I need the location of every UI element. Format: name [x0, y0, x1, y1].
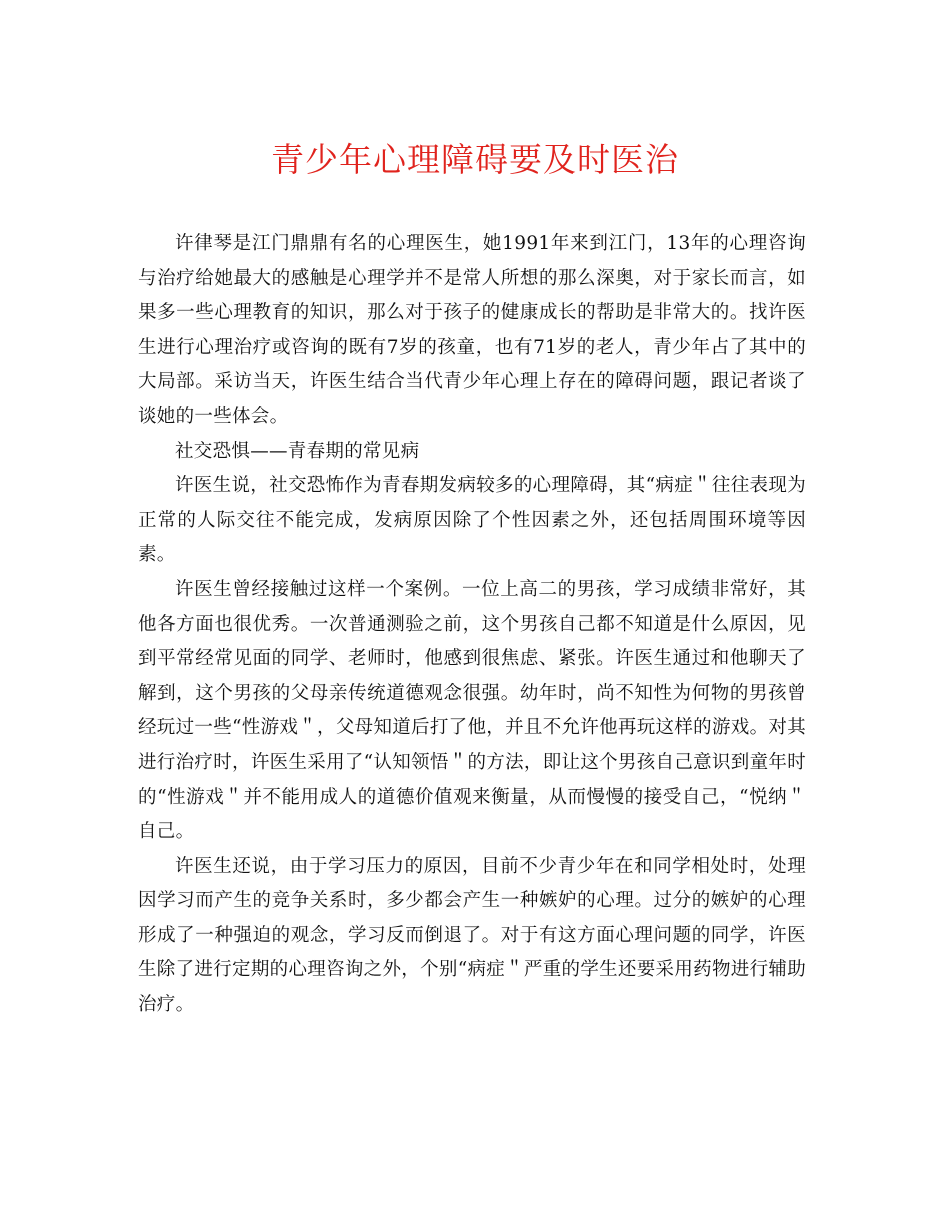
- section-heading: 社交恐惧——青春期的常见病: [175, 440, 420, 462]
- paragraph-social-phobia: 许医生说，社交恐怖作为青春期发病较多的心理障碍，其“病症＂往往表现为正常的人际交往不能完成，发病原因除了个性因素之外，还包括周围环境等因素。: [138, 475, 806, 566]
- paragraph-case-study: 许医生曾经接触过这样一个案例。一位上高二的男孩，学习成绩非常好，其他各方面也很优秀。一次普通测验之前，这个男孩自己都不知道是什么原因，见到平常经常见面的同学、老师时，他感到很焦虑、紧张。许医生通过和他聊天了解到，这个男孩的父母亲传统道德观念很强。幼年时，尚不知性为何物的男孩曾经玩过一些“性游戏＂，父母知道后打了他，并且不允许他再玩这样的游戏。对其进行治疗时，许医生采用了“认知领悟＂的方法，即让这个男孩自己意识到童年时的“性游戏＂并不能用成人的道德价值观来衡量，从而慢慢的接受自己，“悦纳＂自己。: [138, 578, 806, 843]
- paragraph-intro: 许律琴是江门鼎鼎有名的心理医生，她1991年来到江门，13年的心理咨询与治疗给她最大的感触是心理学并不是常人所想的那么深奥，对于家长而言，如果多一些心理教育的知识，那么对于孩子的健康成长的帮助是非常大的。找许医生进行心理治疗或咨询的既有7岁的孩童，也有71岁的老人，青少年占了其中的大局部。采访当天，许医生结合当代青少年心理上存在的障碍问题，跟记者谈了谈她的一些体会。: [138, 233, 806, 427]
- paragraph-jealousy: 许医生还说，由于学习压力的原因，目前不少青少年在和同学相处时，处理因学习而产生的竞争关系时，多少都会产生一种嫉妒的心理。过分的嫉妒的心理形成了一种强迫的观念，学习反而倒退了。对于有这方面心理问题的同学，许医生除了进行定期的心理咨询之外，个别“病症＂严重的学生还要采用药物进行辅助治疗。: [138, 855, 806, 1016]
- document-body: [138, 227, 806, 1023]
- document-title: 青少年心理障碍要及时医治: [271, 140, 679, 179]
